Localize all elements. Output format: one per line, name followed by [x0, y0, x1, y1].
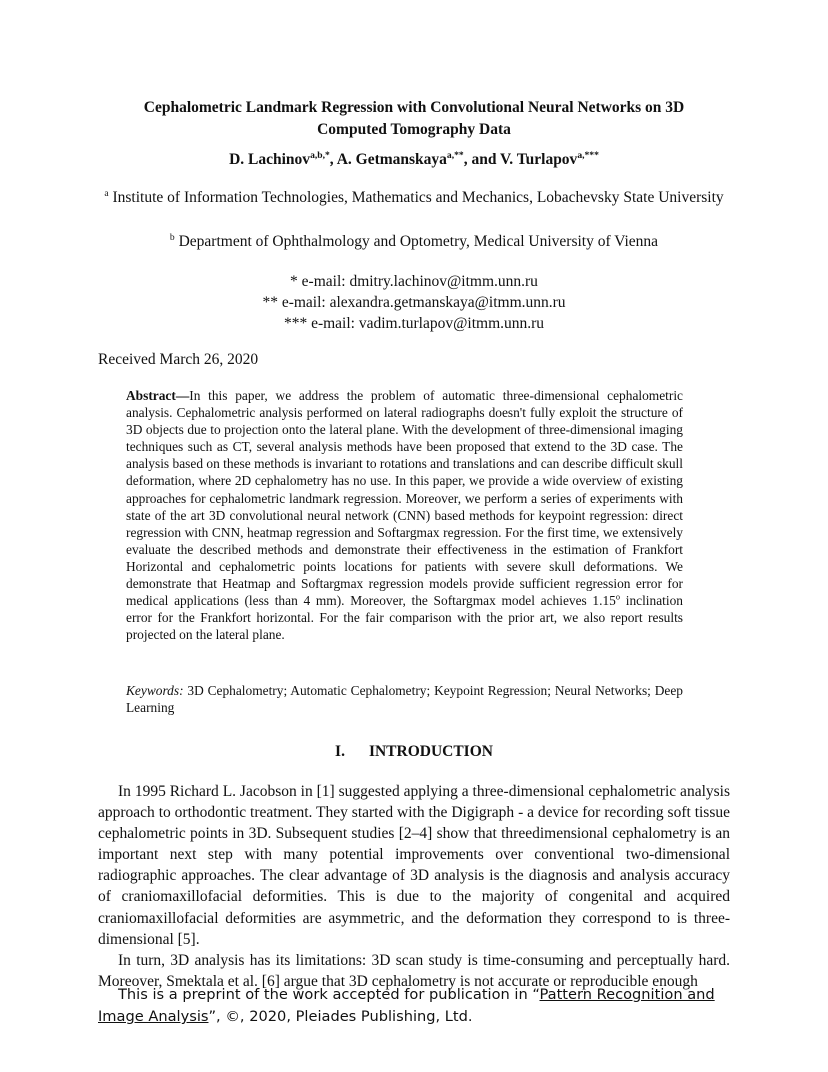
email-line-3: *** e-mail: vadim.turlapov@itmm.unn.ru [283, 315, 545, 332]
email-line-2: ** e-mail: alexandra.getmanskaya@itmm.unn.ru [262, 294, 566, 311]
preprint-notice-prefix: This is a preprint of the work accepted for publication in “ [118, 986, 540, 1003]
body-paragraph-2: In turn, 3D analysis has its limitations: 3D scan study is time-consuming and perceptually hard. Moreover, Smektala et al. [6] argue that 3D cephalometry is not accurate or reproducible enough [98, 951, 730, 990]
author-list [98, 150, 730, 170]
journal-name: Pattern Recognition and Image Analysis [98, 986, 715, 1025]
author-2-name: , A. Getmanskaya [329, 151, 447, 168]
paper-title [98, 97, 730, 141]
keywords-label: Keywords: [126, 683, 184, 698]
author-1-name: D. Lachinov [229, 151, 311, 168]
abstract-label: Abstract— [126, 388, 190, 403]
affiliation-a-marker: a [104, 187, 109, 199]
affiliation-a-text: Institute of Information Technologies, Mathematics and Mechanics, Lobachevsky State University [108, 189, 724, 206]
author-2-affiliation-marker: a,** [446, 149, 464, 161]
email-line-1: * e-mail: dmitry.lachinov@itmm.unn.ru [290, 273, 538, 290]
degree-symbol: o [615, 592, 621, 602]
section-number: I. [335, 743, 345, 760]
section-heading [98, 742, 730, 762]
email-list [98, 271, 730, 334]
title-line-2: Computed Tomography Data [317, 121, 511, 138]
section-title: INTRODUCTION [368, 743, 493, 760]
preprint-notice-suffix: ”, ©, 2020, Pleiades Publishing, Ltd. [208, 1008, 473, 1025]
abstract [126, 387, 683, 643]
affiliation-b-marker: b [169, 231, 175, 243]
abstract-text-part-1: In this paper, we address the problem of automatic three-dimensional cephalometric analysis. Cephalometric analysis performed on lateral radiographs doesn't fully exploit the structure of 3D objects due to projection onto the lateral plane. With the development of three-dimensional imaging techniques such as CT, several analysis methods have been proposed that extend to the 3D case. The analysis based on these methods is invariant to rotations and translations and can describe difficult skull deformation, where 2D cephalometry has no use. In this paper, we provide a wide overview of existing approaches for cephalometric landmark regression. Moreover, we perform a series of experiments with state of the art 3D convolutional neural network (CNN) based methods for keypoint regression: direct regression with CNN, heatmap regression and Softargmax regression. For the first time, we extensively evaluate the described methods and demonstrate their effectiveness in the estimation of Frankfort Horizontal and cephalometric points locations for patients with severe skull deformations. We demonstrate that Heatmap and Softargmax regression models provide sufficient regression error for medical applications (less than 4 mm). Moreover, the Softargmax model achieves 1.15 [126, 388, 683, 609]
author-3-name: , and V. Turlapov [463, 151, 578, 168]
affiliation-b-text: Department of Ophthalmology and Optometry, Medical University of Vienna [174, 233, 659, 250]
preprint-notice [98, 984, 738, 1028]
keywords [126, 682, 683, 716]
author-3-affiliation-marker: a,*** [577, 149, 599, 161]
received-date: Received March 26, 2020 [98, 351, 259, 368]
affiliation-b [98, 231, 730, 252]
keywords-text: 3D Cephalometry; Automatic Cephalometry; Keypoint Regression; Neural Networks; Deep Learning [126, 683, 683, 716]
body-text [98, 781, 730, 992]
title-line-1: Cephalometric Landmark Regression with Convolutional Neural Networks on 3D [143, 99, 685, 116]
abstract-text-part-2: inclination error for the Frankfort horizontal. For the fair comparison with the prior art, we also report results projected on the lateral plane. [126, 593, 683, 643]
body-paragraph-1: In 1995 Richard L. Jacobson in [1] suggested applying a three-dimensional cephalometric analysis approach to orthodontic treatment. They started with the Digigraph - a device for recording soft tissue cephalometric points in 3D. Subsequent studies [2–4] show that threedimensional cephalometry is an important next step with many potential improvements over conventional two-dimensional radiographic approaches. The clear advantage of 3D analysis is the diagnosis and analysis accuracy of craniomaxillofacial deformities. This is due to the majority of congenital and acquired craniomaxillofacial deformities are asymmetric, and the deformation they correspond to is three-dimensional [5]. [98, 783, 730, 948]
affiliation-a [98, 187, 730, 208]
author-1-affiliation-marker: a,b,* [310, 149, 330, 161]
